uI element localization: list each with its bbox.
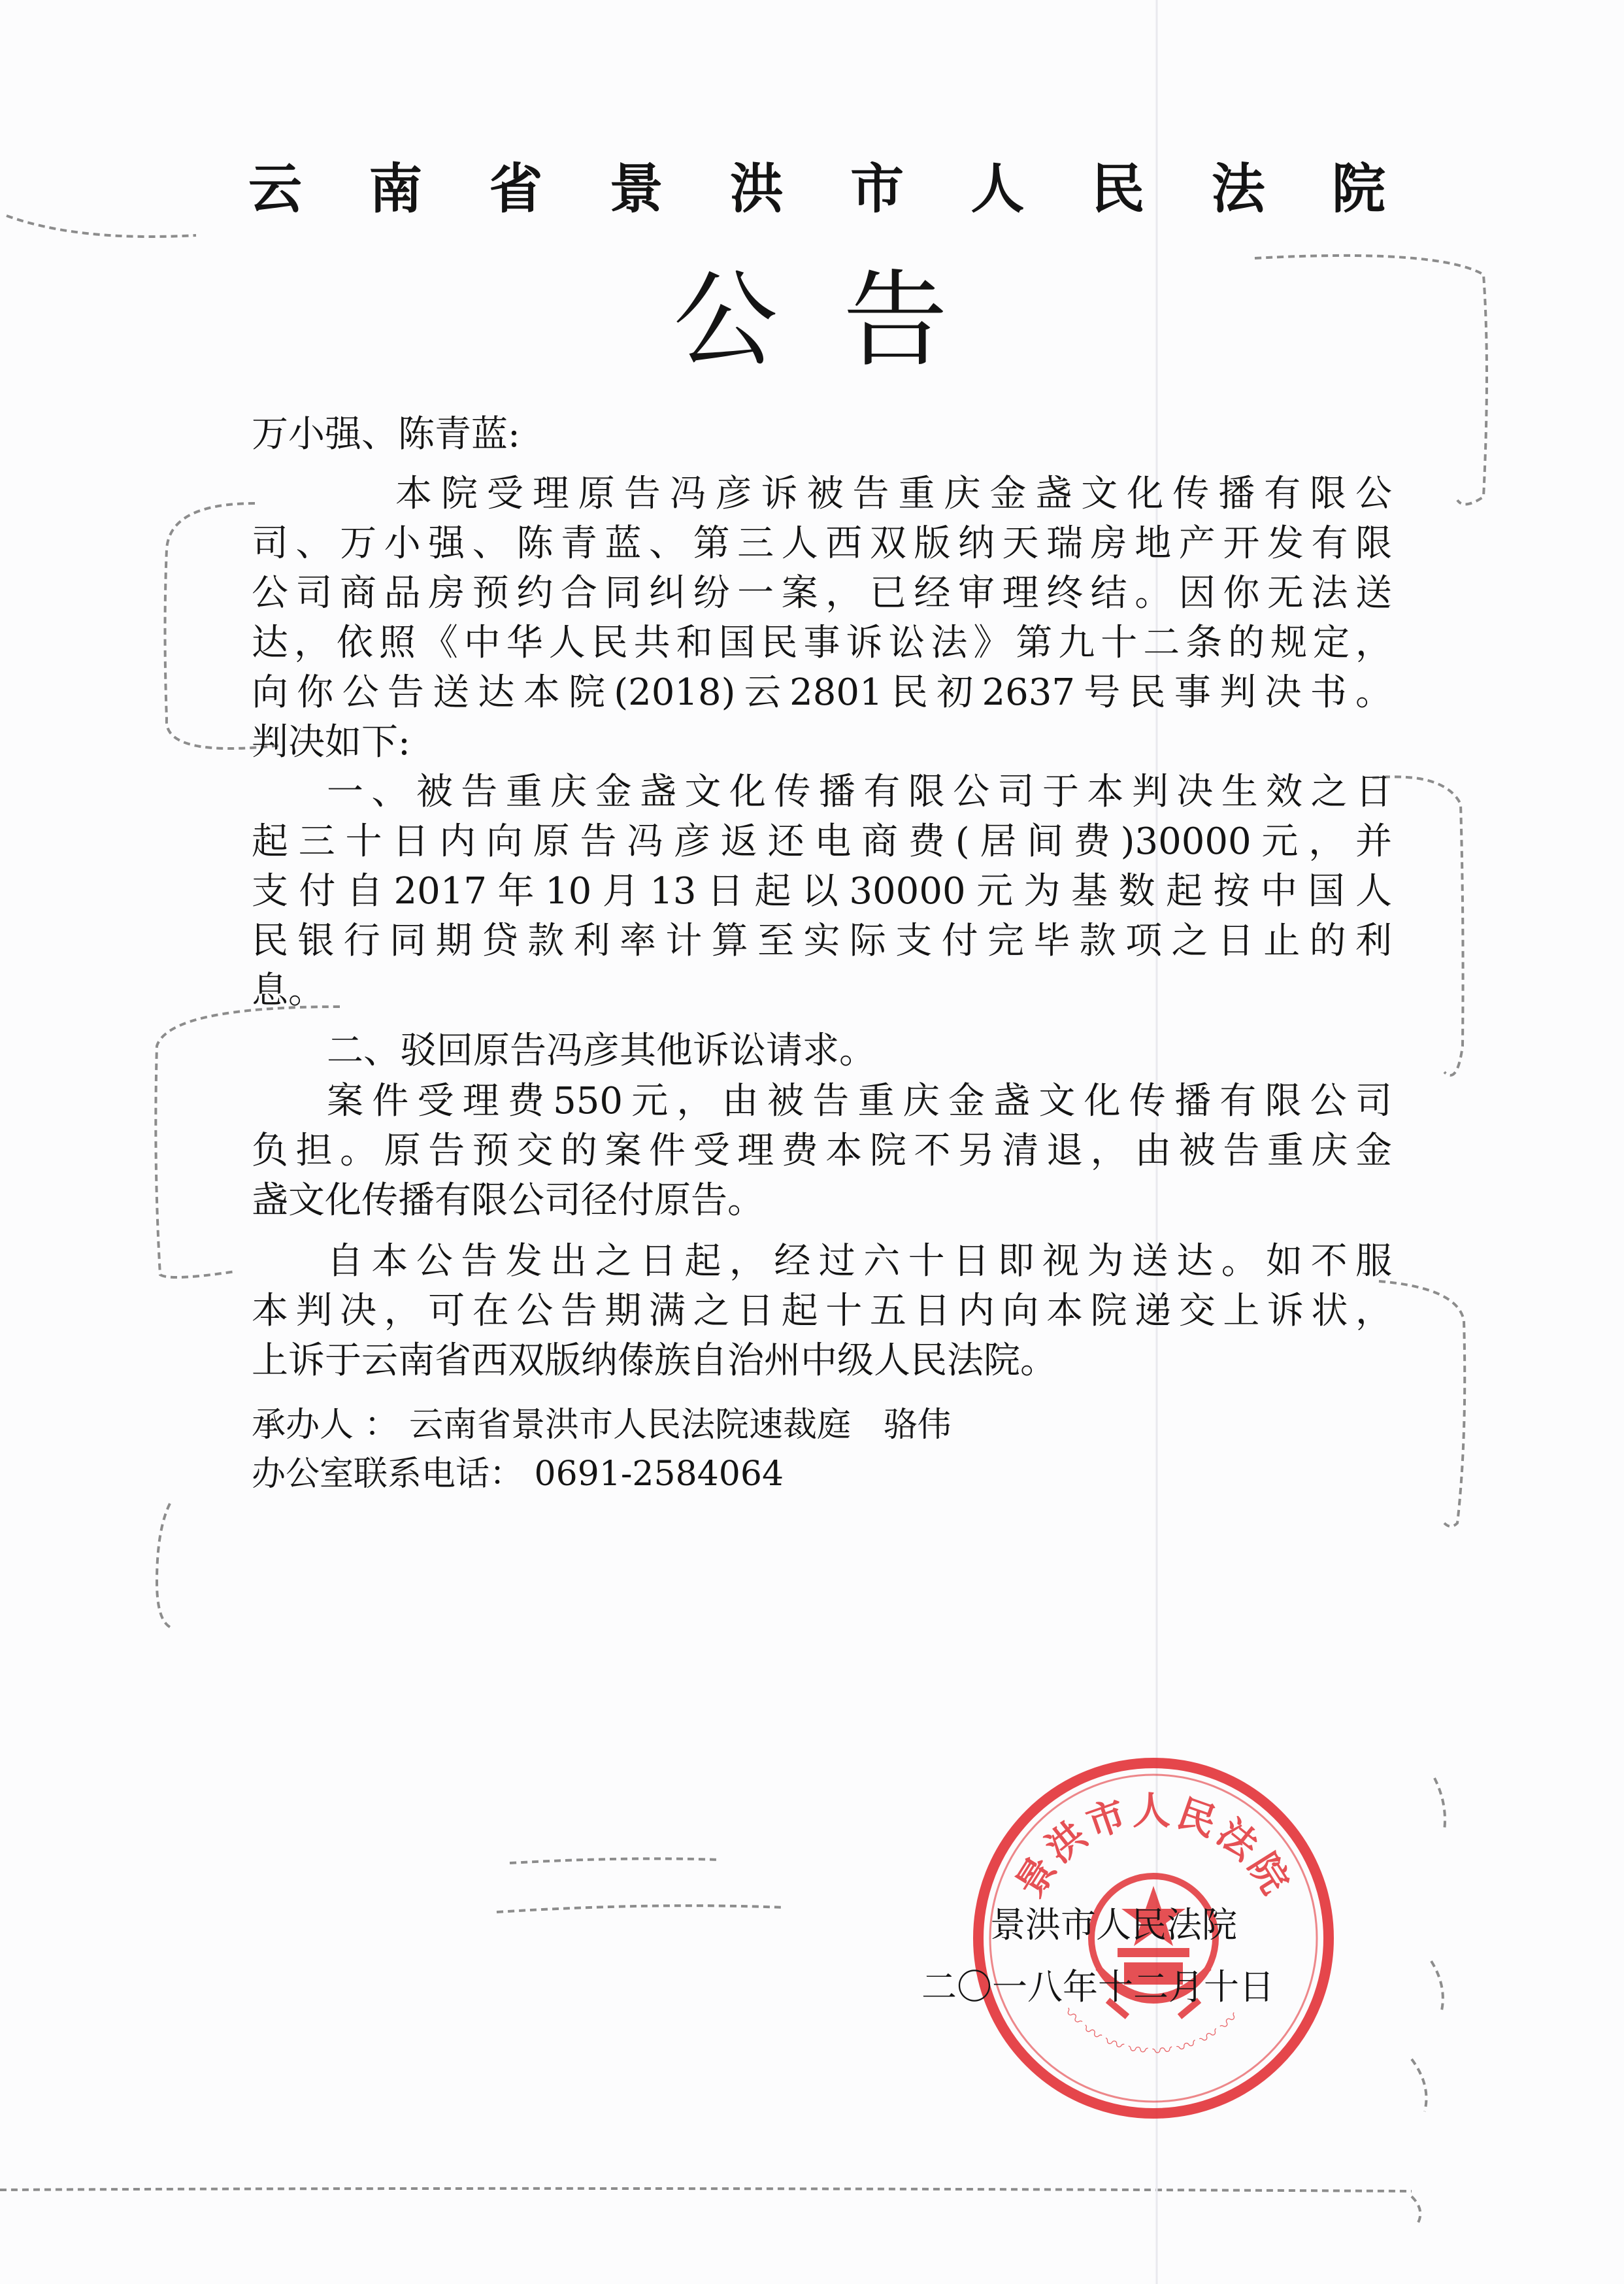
- service-paragraph-line-3: 上诉于云南省西双版纳傣族自治州中级人民法院。: [252, 1339, 1057, 1382]
- paragraph-1-line-4: 达，依照《中华人民共和国民事诉讼法》第九十二条的规定，: [252, 622, 1392, 664]
- judgment-item-1-line-4: 民银行同期贷款利率计算至实际支付完毕款项之日止的利: [252, 920, 1392, 962]
- paragraph-1-line-5: 向你公告送达本院(2018)云2801民初2637号民事判决书。: [252, 671, 1392, 714]
- judgment-item-1-line-3: 支付自2017年10月13日起以30000元为基数起按中国人: [252, 870, 1392, 913]
- paragraph-1-line-3: 公司商品房预约合同纠纷一案，已经审理终结。因你无法送: [252, 572, 1392, 614]
- case-handler: 承办人 ： 云南省景洪市人民法院速裁庭 骆伟: [252, 1405, 952, 1445]
- judgment-item-1-line-2: 起三十日内向原告冯彦返还电商费(居间费)30000元，并: [252, 820, 1392, 863]
- office-phone: 办公室联系电话： 0691-2584064: [252, 1454, 784, 1494]
- paragraph-1-line-2: 司、万小强、陈青蓝、第三人西双版纳天瑞房地产开发有限: [252, 522, 1392, 565]
- seal-text: 景洪市人民法院: [1007, 1789, 1300, 1905]
- fee-paragraph-line-1: 案件受理费550元，由被告重庆金盏文化传播有限公司: [327, 1080, 1392, 1122]
- document-title: 公告: [673, 259, 948, 381]
- service-paragraph-line-1: 自本公告发出之日起，经过六十日即视为送达。如不服: [327, 1240, 1392, 1283]
- paragraph-1-line-6: 判决如下:: [252, 721, 410, 764]
- fee-paragraph-line-2: 负担。原告预交的案件受理费本院不另清退，由被告重庆金: [252, 1130, 1392, 1172]
- judgment-item-1-line-5: 息。: [252, 969, 325, 1012]
- judgment-item-2: 二、驳回原告冯彦其他诉讼请求。: [327, 1030, 876, 1072]
- judgment-item-1-line-1: 一、被告重庆金盏文化传播有限公司于本判决生效之日: [327, 771, 1392, 813]
- addressee: 万小强、陈青蓝:: [252, 413, 520, 456]
- svg-text:〰〰〰〰〰〰〰〰: 〰〰〰〰〰〰〰〰: [1057, 2002, 1250, 2064]
- signature-court: 景洪市人民法院: [990, 1904, 1237, 1945]
- fee-paragraph-line-3: 盏文化传播有限公司径付原告。: [252, 1179, 764, 1222]
- service-paragraph-line-2: 本判决，可在公告期满之日起十五日内向本院递交上诉状，: [252, 1290, 1392, 1332]
- signature-date: 二〇一八年十二月十日: [921, 1966, 1274, 2007]
- court-name-heading: 云南省景洪市人民法院: [248, 158, 1385, 220]
- paragraph-1-line-1: 本院受理原告冯彦诉被告重庆金盏文化传播有限公: [395, 473, 1392, 515]
